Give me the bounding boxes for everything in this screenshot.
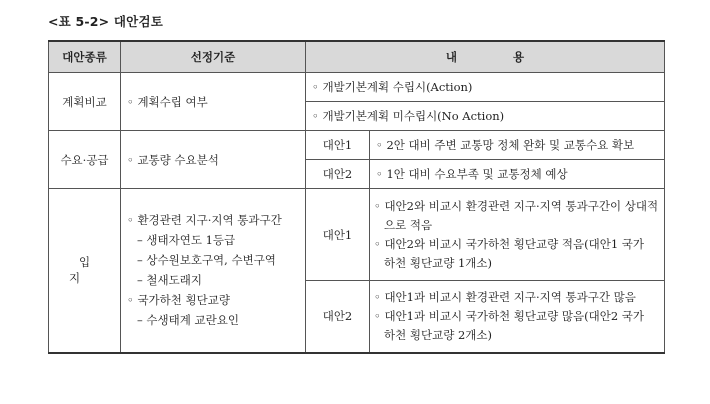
criteria-item: – 상수원보호구역, 수변구역 [137, 252, 276, 267]
alt1-label: 대안1 [306, 189, 370, 281]
header-type: 대안종류 [49, 41, 121, 73]
text-line: ◦ 대안1과 비교시 환경관련 지구·지역 통과구간 많음 [374, 289, 636, 304]
alt2-label: 대안2 [306, 160, 370, 189]
text-line: 하천 횡단교량 2개소) [384, 327, 492, 342]
type-location: 입 지 [49, 189, 121, 353]
criteria-plan: ◦ 계획수립 여부 [121, 73, 306, 131]
supply-alt1-text: ◦ 2안 대비 주변 교통망 정체 완화 및 교통수요 확보 [370, 131, 665, 160]
table-row [49, 189, 665, 281]
alternatives-table [48, 40, 665, 354]
header-criteria: 선정기준 [121, 41, 306, 73]
location-alt2-text [370, 281, 665, 353]
alt1-label: 대안1 [306, 131, 370, 160]
header-content: 내 용 [306, 41, 665, 73]
supply-alt2-text: ◦ 1안 대비 수요부족 및 교통정체 예상 [370, 160, 665, 189]
text-line: 하천 횡단교량 1개소) [384, 255, 492, 270]
header-row [49, 41, 665, 73]
table-row [49, 131, 665, 160]
text-line: ◦ 대안2와 비교시 국가하천 횡단교량 적음(대안1 국가 [374, 236, 645, 251]
location-alt1-text [370, 189, 665, 281]
criteria-item: ◦ 국가하천 횡단교량 [127, 292, 230, 307]
criteria-location [121, 189, 306, 353]
plan-item-no-action: ◦ 개발기본계획 미수립시(No Action) [306, 102, 665, 131]
criteria-item: – 수생태계 교란요인 [137, 312, 239, 327]
table-caption: <표 5-2> 대안검토 [48, 14, 164, 29]
text-line: 으로 적음 [384, 217, 433, 232]
plan-item-action: ◦ 개발기본계획 수립시(Action) [306, 73, 665, 102]
text-line: ◦ 대안2와 비교시 환경관련 지구·지역 통과구간이 상대적 [374, 198, 659, 213]
type-supply: 수요·공급 [49, 131, 121, 189]
criteria-item: ◦ 환경관련 지구·지역 통과구간 [127, 212, 282, 227]
type-plan: 계획비교 [49, 73, 121, 131]
criteria-item: – 철새도래지 [137, 272, 202, 287]
criteria-item: – 생태자연도 1등급 [137, 232, 236, 247]
table-row [49, 73, 665, 102]
criteria-supply: ◦ 교통량 수요분석 [121, 131, 306, 189]
text-line: ◦ 대안1과 비교시 국가하천 횡단교량 많음(대안2 국가 [374, 308, 645, 323]
alt2-label: 대안2 [306, 281, 370, 353]
